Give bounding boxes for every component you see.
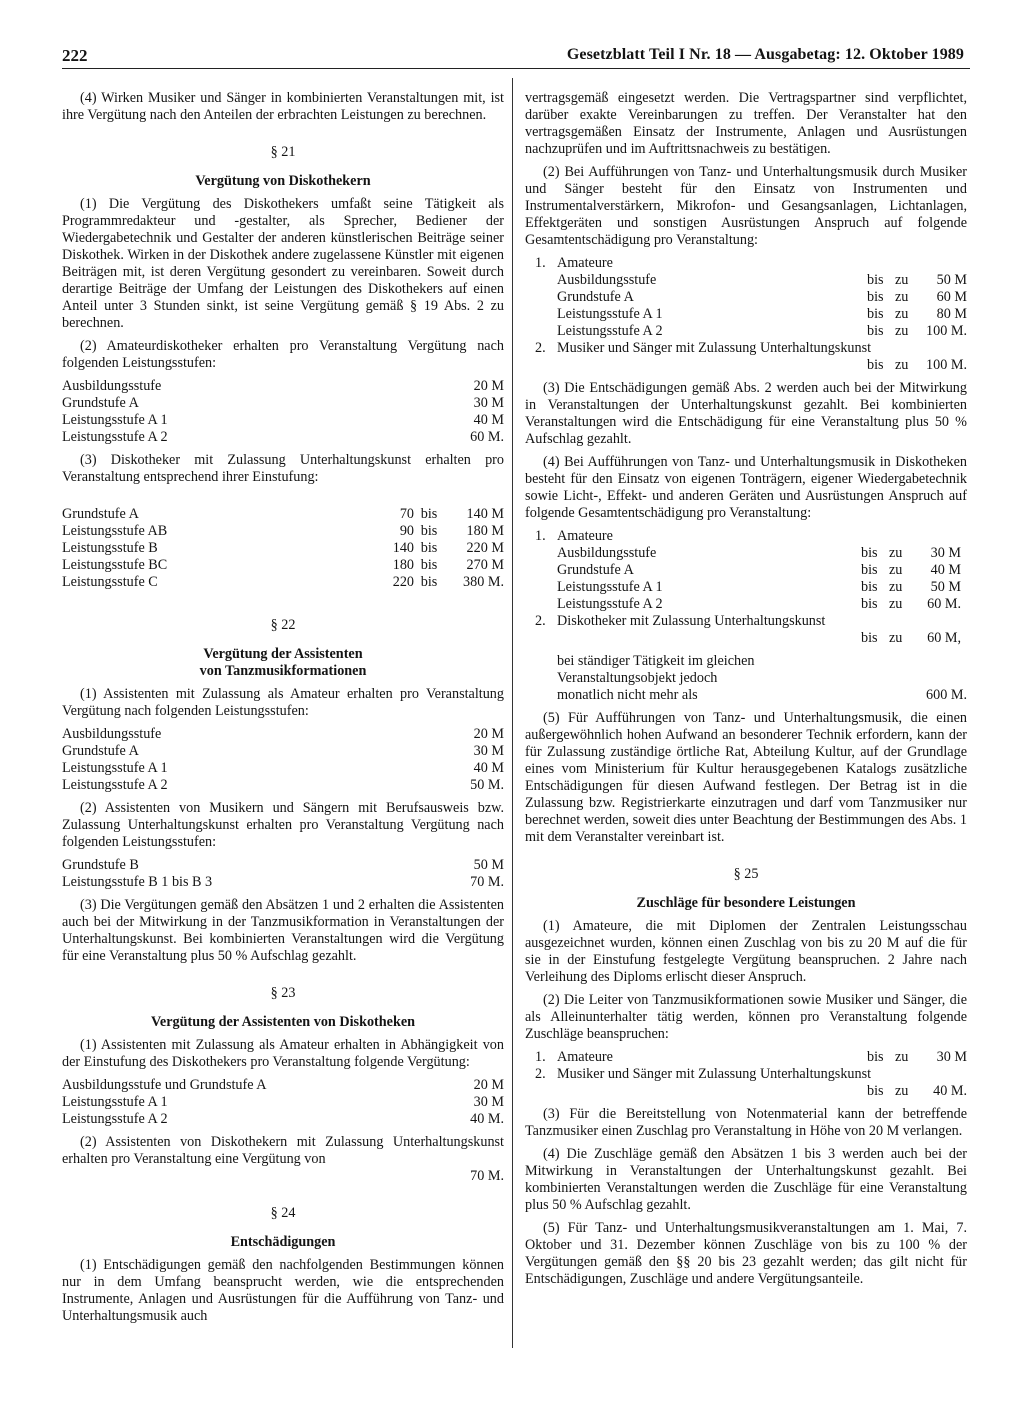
paragraph: (1) Amateure, die mit Diplomen der Zentralen Leistungsschau ausgezeichnet wurden, können einen Zuschlag von bis zu 20 M auf die für sie in der Einstufung festgelegte Vergütung beanspruchen. 2 Jahre nach Verleihung des Diploms erlischt dieser Anspruch.	[525, 918, 967, 985]
table-row: Grundstufe A 30 M	[62, 743, 504, 759]
table-row: Grundstufe A bis zu 60 M	[557, 289, 967, 305]
paragraph: vertragsgemäß eingesetzt werden. Die Vertragspartner sind verpflichtet, darüber exakte Vereinbarungen zu treffen. Der Veranstalter hat den vertragsgemäßen Einsatz der Instrumente, Anlagen und Ausrüstungen nachzuprüfen und im Auftrittsnachweis zu bestätigen.	[525, 90, 967, 157]
table-row: 70 M.	[470, 1168, 504, 1184]
table-row: Leistungsstufe A 1 bis zu 50 M	[557, 579, 961, 595]
table-row: Leistungsstufe A 1 40 M	[62, 412, 504, 428]
table-row: Leistungsstufe BC 180 bis 270 M	[62, 557, 504, 573]
table-row: Leistungsstufe A 2 bis zu 60 M.	[557, 596, 961, 612]
section-number: § 22	[270, 617, 296, 633]
column-divider	[512, 78, 513, 1348]
left-column	[62, 90, 504, 1331]
paragraph: (1) Assistenten mit Zulassung als Amateur erhalten in Abhängigkeit von der Einstufung des Diskothekers pro Veranstaltung folgende Vergütung:	[62, 1037, 504, 1070]
section-title: Zuschläge für besondere Leistungen	[636, 895, 856, 911]
paragraph: (3) Die Vergütungen gemäß den Absätzen 1 und 2 erhalten die Assistenten auch bei der Mitwirkung in der Tanzmusikformation in Veranstaltungen der Unterhaltungskunst. Bei kombinierten Veranstaltungen wird die Vergütung für eine Veranstaltung plus 50 % Aufschlag gezahlt.	[62, 897, 504, 964]
table-row: Ausbildungsstufe bis zu 50 M	[557, 272, 967, 288]
table-row: Leistungsstufe AB 90 bis 180 M	[62, 523, 504, 539]
paragraph: (1) Entschädigungen gemäß den nachfolgenden Bestimmungen können nur in dem Umfang beansprucht werden, wie die entsprechenden Instrumente, Anlagen und Ausrüstungen für die Aufführung von Tanz- und Unterhaltungsmusik auch	[62, 1257, 504, 1324]
table-row: bis zu 100 M.	[867, 357, 967, 373]
list-item: 2. Diskotheker mit Zulassung Unterhaltungskunst	[535, 613, 826, 629]
table-row: Leistungsstufe A 1 30 M	[62, 1094, 504, 1110]
rate-table	[62, 857, 504, 891]
table-row: Leistungsstufe B 140 bis 220 M	[62, 540, 504, 556]
table-row: bis zu 60 M,	[861, 630, 961, 646]
table-row: Leistungsstufe B 1 bis B 3 70 M.	[62, 874, 504, 890]
paragraph: (3) Diskotheker mit Zulassung Unterhaltungskunst erhalten pro Veranstaltung entsprechend ihrer Einstufung:	[62, 452, 504, 485]
list-item: 1. Amateure bis zu 30 M	[535, 1049, 967, 1065]
rate-table	[62, 726, 504, 794]
list-item: 1. Amateure	[535, 255, 613, 271]
paragraph: (5) Für Aufführungen von Tanz- und Unterhaltungsmusik, die einen außergewöhnlich hohen Aufwand an besonderer Technik erfordern, kann der für Zulassung zuständige örtliche Rat, Abteilung Kultur, auf der Grundlage eines vom Ministerium für Kultur herausgegebenen Katalogs zusätzliche Entschädigungen für diesen Aufwand festlegen. Der Betrag ist in die Zulassung bzw. Registrierkarte einzutragen und darf vom Tanzmusiker nur berechnet werden, soweit dies unter Beachtung der Bestimmungen des Abs. 1 mit dem Veranstalter vereinbart ist.	[525, 710, 967, 845]
table-row: bis zu 40 M.	[867, 1083, 967, 1099]
paragraph: (5) Für Tanz- und Unterhaltungsmusikveranstaltungen am 1. Mai, 7. Oktober und 31. Dezember können Zuschläge von bis zu 100 % der Vergütungen gemäß den §§ 20 bis 23 gezahlt werden; das gilt nicht für Entschädigungen, Zuschläge und andere Vergütungsanteile.	[525, 1220, 967, 1287]
paragraph: (4) Bei Aufführungen von Tanz- und Unterhaltungsmusik in Diskotheken besteht für den Einsatz von eigenen Tonträgern, eigener Wiedergabetechnik sowie Licht-, Effekt- und anderen Geräten und Ausrüstungen Anspruch auf folgende Gesamtentschädigung pro Veranstaltung:	[525, 454, 967, 521]
header-rule	[62, 68, 970, 69]
paragraph: (2) Amateurdiskotheker erhalten pro Veranstaltung Vergütung nach folgenden Leistungsstufen:	[62, 338, 504, 371]
right-column	[525, 90, 967, 1294]
table-row: Leistungsstufe A 1 40 M	[62, 760, 504, 776]
table-row: Grundstufe A 30 M	[62, 395, 504, 411]
section-number: § 25	[733, 866, 759, 882]
table-row: Grundstufe A 70 bis 140 M	[62, 506, 504, 522]
paragraph: (2) Die Leiter von Tanzmusikformationen sowie Musiker und Sänger, die als Alleinunterhalter tätig werden, können pro Veranstaltung folgende Zuschläge beanspruchen:	[525, 992, 967, 1042]
list-item: 1. Amateure	[535, 528, 613, 544]
paragraph: (4) Die Zuschläge gemäß den Absätzen 1 bis 3 werden auch bei der Mitwirkung in Veranstaltungen der Unterhaltungskunst gezahlt. Bei kombinierten Veranstaltungen werden die Zuschläge für eine Veranstaltung plus 50 % Aufschlag gezahlt.	[525, 1146, 967, 1213]
section-title: Vergütung von Diskothekern	[195, 173, 371, 189]
page-number: 222	[62, 46, 88, 65]
table-row: Leistungsstufe A 2 60 M.	[62, 429, 504, 445]
list-subtext: bei ständiger Tätigkeit im gleichen Veranstaltungsobjekt jedoch monatlich nicht mehr als 600 M.	[557, 653, 967, 703]
paragraph: (2) Assistenten von Musikern und Sängern mit Berufsausweis bzw. Zulassung Unterhaltungskunst erhalten pro Veranstaltung Vergütung nach folgenden Leistungsstufen:	[62, 800, 504, 850]
rate-table	[62, 506, 504, 591]
table-row: Ausbildungsstufe 20 M	[62, 378, 504, 394]
rate-table	[62, 378, 504, 446]
table-row: Ausbildungsstufe bis zu 30 M	[557, 545, 961, 561]
list-item: 2. Musiker und Sänger mit Zulassung Unterhaltungskunst	[535, 340, 872, 356]
paragraph: (2) Assistenten von Diskothekern mit Zulassung Unterhaltungskunst erhalten pro Veranstaltung eine Vergütung von	[62, 1134, 504, 1167]
paragraph: (3) Die Entschädigungen gemäß Abs. 2 werden auch bei der Mitwirkung in Veranstaltungen der Unterhaltungskunst gezahlt. Bei kombinierten Veranstaltungen wird die Entschädigung für eine Veranstaltung plus 50 % Aufschlag gezahlt.	[525, 380, 967, 447]
page-header	[62, 46, 968, 70]
table-row: Leistungsstufe A 2 50 M.	[62, 777, 504, 793]
running-title: Gesetzblatt Teil I Nr. 18 — Ausgabetag: 12. Oktober 1989	[566, 46, 964, 63]
section-number: § 24	[270, 1205, 296, 1221]
section-title: Vergütung der Assistenten	[203, 646, 363, 662]
table-row: Leistungsstufe A 1 bis zu 80 M	[557, 306, 967, 322]
section-title: von Tanzmusikformationen	[199, 663, 367, 679]
table-row: Leistungsstufe C 220 bis 380 M.	[62, 574, 504, 590]
table-row: Grundstufe A bis zu 40 M	[557, 562, 961, 578]
rate-table	[62, 1077, 504, 1128]
paragraph: (3) Für die Bereitstellung von Notenmaterial kann der betreffende Tanzmusiker einen Zuschlag pro Veranstaltung in Höhe von 20 M verlangen.	[525, 1106, 967, 1139]
section-title: Vergütung der Assistenten von Diskotheken	[150, 1014, 416, 1030]
table-row: Ausbildungsstufe und Grundstufe A 20 M	[62, 1077, 504, 1093]
paragraph: (1) Die Vergütung des Diskothekers umfaßt seine Tätigkeit als Programmredakteur und -gestalter, als Sprecher, Bediener der Wiedergabetechnik und Gestalter der anderen künstlerischen Beiträge seiner Diskothek. Wirken in der Diskothek andere zugelassene Künstler mit eigenen Beiträgen mit, ist deren Vergütung gesondert zu vereinbaren. Soweit durch derartige Beiträge der Umfang der Leistungen des Diskothekers auf einen Anteil unter 3 Stunden sinkt, ist seine Vergütung gemäß § 19 Abs. 2 zu berechnen.	[62, 196, 504, 331]
table-row: Leistungsstufe A 2 bis zu 100 M.	[557, 323, 967, 339]
section-title: Entschädigungen	[230, 1234, 336, 1250]
list-item: 2. Musiker und Sänger mit Zulassung Unterhaltungskunst	[535, 1066, 872, 1082]
rate-table	[525, 545, 967, 613]
section-number: § 21	[270, 144, 296, 160]
section-number: § 23	[270, 985, 296, 1001]
table-row: Grundstufe B 50 M	[62, 857, 504, 873]
rate-table	[525, 272, 967, 340]
paragraph: (1) Assistenten mit Zulassung als Amateur erhalten pro Veranstaltung Vergütung nach folgenden Leistungsstufen:	[62, 686, 504, 719]
paragraph: (2) Bei Aufführungen von Tanz- und Unterhaltungsmusik durch Musiker und Sänger besteht für den Einsatz von Instrumenten und Instrumentalverstärkern, Mikrofon- und Gesangsanlagen, Lichtanlagen, Effektgeräten und sonstigen Ausrüstungen Anspruch auf folgende Gesamtentschädigung pro Veranstaltung:	[525, 164, 967, 248]
paragraph: (4) Wirken Musiker und Sänger in kombinierten Veranstaltungen mit, ist ihre Vergütung nach den Anteilen der erbrachten Leistungen zu berechnen.	[62, 90, 504, 123]
table-row: Leistungsstufe A 2 40 M.	[62, 1111, 504, 1127]
table-row: Ausbildungsstufe 20 M	[62, 726, 504, 742]
